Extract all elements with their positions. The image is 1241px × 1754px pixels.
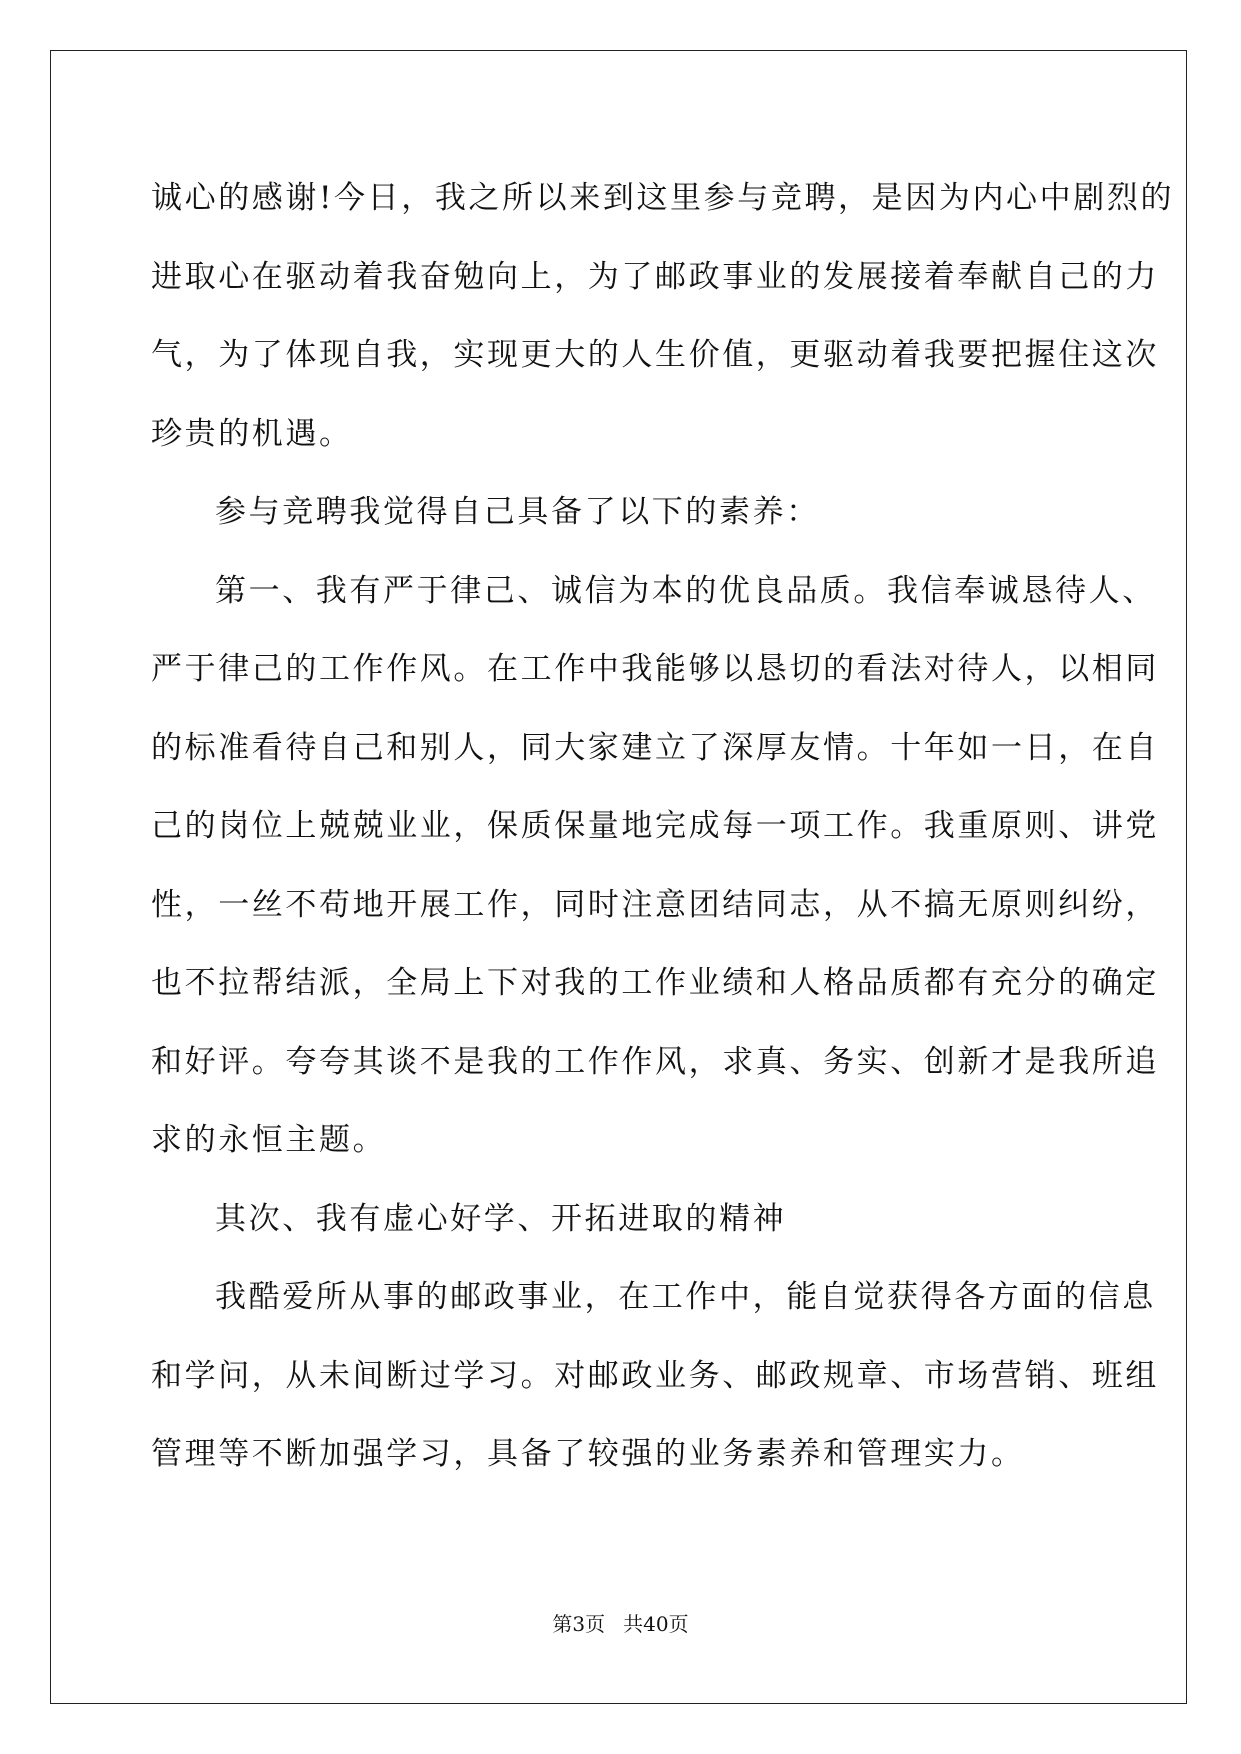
page-footer [0, 1612, 1241, 1636]
text-line: 严于律己的工作作风。在工作中我能够以恳切的看法对待人，以相同 [151, 651, 1159, 687]
text-line: 管理等不断加强学习，具备了较强的业务素养和管理实力。 [151, 1436, 1025, 1472]
document-body [151, 159, 1175, 1494]
paragraph-heading: 其次、我有虚心好学、开拓进取的精神 [215, 1200, 787, 1237]
text-line: 性，一丝不苟地开展工作，同时注意团结同志，从不搞无原则纠纷， [151, 886, 1159, 923]
text-line: 的标准看待自己和别人，同大家建立了深厚友情。十年如一日，在自 [151, 729, 1159, 766]
text-line: 求的永恒主题。 [151, 1122, 387, 1158]
text-line: 也不拉帮结派，全局上下对我的工作业绩和人格品质都有充分的确定 [151, 965, 1159, 1001]
current-page-number: 第3页 [552, 1612, 606, 1636]
text-line: 气，为了体现自我，实现更大的人生价值，更驱动着我要把握住这次 [151, 337, 1159, 373]
text-line: 诚心的感谢!今日，我之所以来到这里参与竞聘，是因为内心中剧烈的 [151, 180, 1175, 216]
text-line: 和好评。夸夸其谈不是我的工作作风，求真、务实、创新才是我所追 [151, 1043, 1159, 1080]
text-line: 珍贵的机遇。 [151, 415, 353, 452]
text-line: 我酷爱所从事的邮政事业，在工作中，能自觉获得各方面的信息 [215, 1279, 1156, 1315]
text-line: 和学问，从未间断过学习。对邮政业务、邮政规章、市场营销、班组 [151, 1357, 1159, 1394]
text-line: 己的岗位上兢兢业业，保质保量地完成每一项工作。我重原则、讲党 [151, 808, 1159, 844]
total-page-count: 共40页 [623, 1612, 689, 1636]
paragraph-heading: 参与竞聘我觉得自己具备了以下的素养： [215, 494, 820, 530]
text-line: 第一、我有严于律己、诚信为本的优良品质。我信奉诚恳待人、 [215, 572, 1156, 609]
text-line: 进取心在驱动着我奋勉向上，为了邮政事业的发展接着奉献自己的力 [151, 258, 1159, 295]
